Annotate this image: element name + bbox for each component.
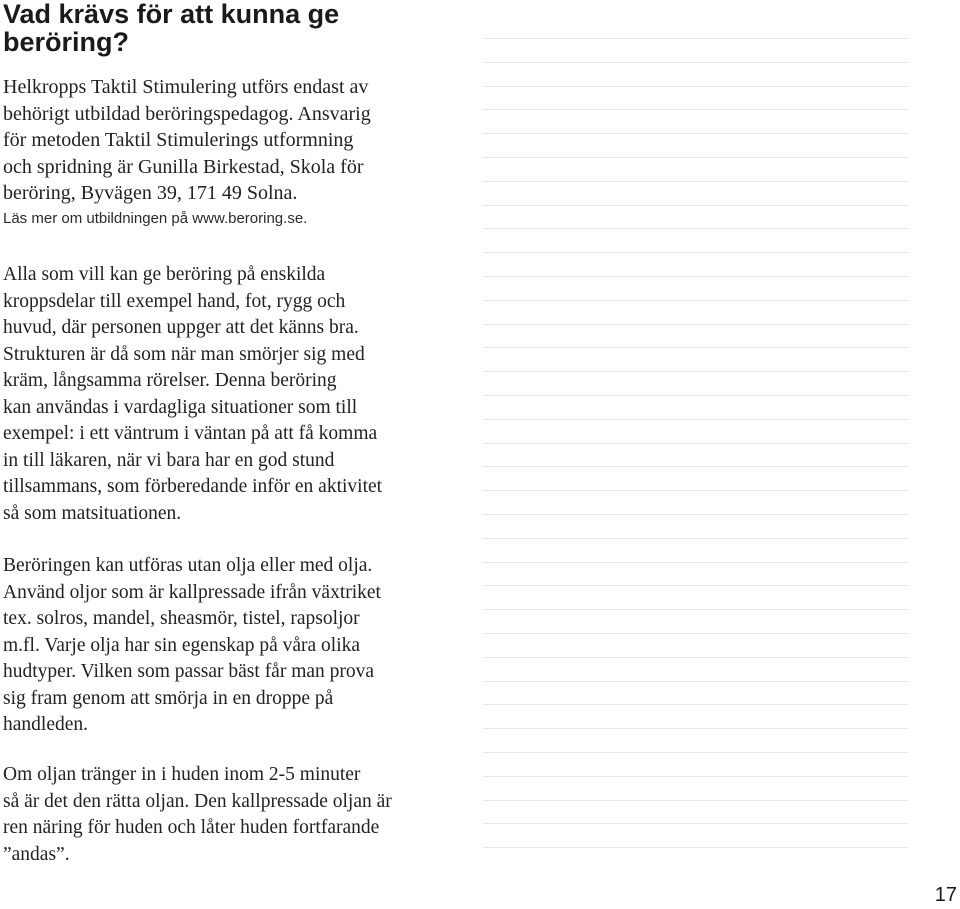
note-line — [483, 823, 908, 824]
note-line — [483, 585, 908, 586]
notes-lines-area — [483, 0, 908, 909]
note-line — [483, 847, 908, 848]
note-line — [483, 657, 908, 658]
note-line — [483, 633, 908, 634]
note-line — [483, 395, 908, 396]
note-line — [483, 109, 908, 110]
note-line — [483, 157, 908, 158]
note-line — [483, 800, 908, 801]
page-number: 17 — [934, 884, 957, 906]
note-line — [483, 205, 908, 206]
intro-paragraph: Helkropps Taktil Stimulering utförs endast av behörigt utbildad beröringspedagog. Ansvarig för metoden Taktil Stimulerings utformning och spridning är Gunilla Birkestad, Skola för beröring, Byvägen 39, 171 49 Solna. — [3, 76, 371, 204]
note-line — [483, 228, 908, 229]
body-paragraph: Om oljan tränger in i huden inom 2-5 minuter så är det den rätta oljan. Den kallpressade oljan är ren näring för huden och låter huden fortfarande ”andas”. — [3, 764, 392, 865]
note-line — [483, 252, 908, 253]
note-line — [483, 133, 908, 134]
note-line — [483, 300, 908, 301]
intro-section — [3, 74, 463, 231]
note-line — [483, 347, 908, 348]
note-line — [483, 776, 908, 777]
note-line — [483, 538, 908, 539]
note-line — [483, 466, 908, 467]
note-line — [483, 609, 908, 610]
body-paragraph: Alla som vill kan ge beröring på enskilda kroppsdelar till exempel hand, fot, rygg och huvud, där personen uppger att det känns bra. Strukturen är då som när man smörjer sig med kräm, långsamma rörelser. Denna beröring kan användas i vardagliga situationer som till exempel: i ett väntrum i väntan på att få komma in till läkaren, när vi bara har en god stund tillsammans, som förberedande inför en aktivitet så som matsituationen. — [3, 264, 383, 524]
note-line — [483, 371, 908, 372]
page-title: Vad krävs för att kunna ge beröring? — [3, 0, 340, 57]
note-line — [483, 419, 908, 420]
note-line — [483, 562, 908, 563]
note-line — [483, 38, 908, 39]
note-line — [483, 728, 908, 729]
note-line — [483, 181, 908, 182]
note-line — [483, 62, 908, 63]
oil-section — [3, 553, 463, 739]
note-line — [483, 443, 908, 444]
note-line — [483, 752, 908, 753]
oil-absorption-section — [3, 762, 463, 868]
note-line — [483, 276, 908, 277]
note-line — [483, 490, 908, 491]
note-line — [483, 324, 908, 325]
body-paragraph: Beröringen kan utföras utan olja eller med olja. Använd oljor som är kallpressade ifrån växtriket tex. solros, mandel, sheasmör, tistel, rapsoljor m.fl. Varje olja har sin egenskap på våra olika hudtyper. Vilken som passar bäst får man prova sig fram genom att smörja in en droppe på handleden. — [3, 555, 381, 735]
anyone-can-touch-section — [3, 262, 463, 527]
note-line — [483, 681, 908, 682]
education-link-text: Läs mer om utbildningen på www.beroring.se. — [3, 209, 308, 227]
note-line — [483, 704, 908, 705]
note-line — [483, 514, 908, 515]
note-line — [483, 86, 908, 87]
